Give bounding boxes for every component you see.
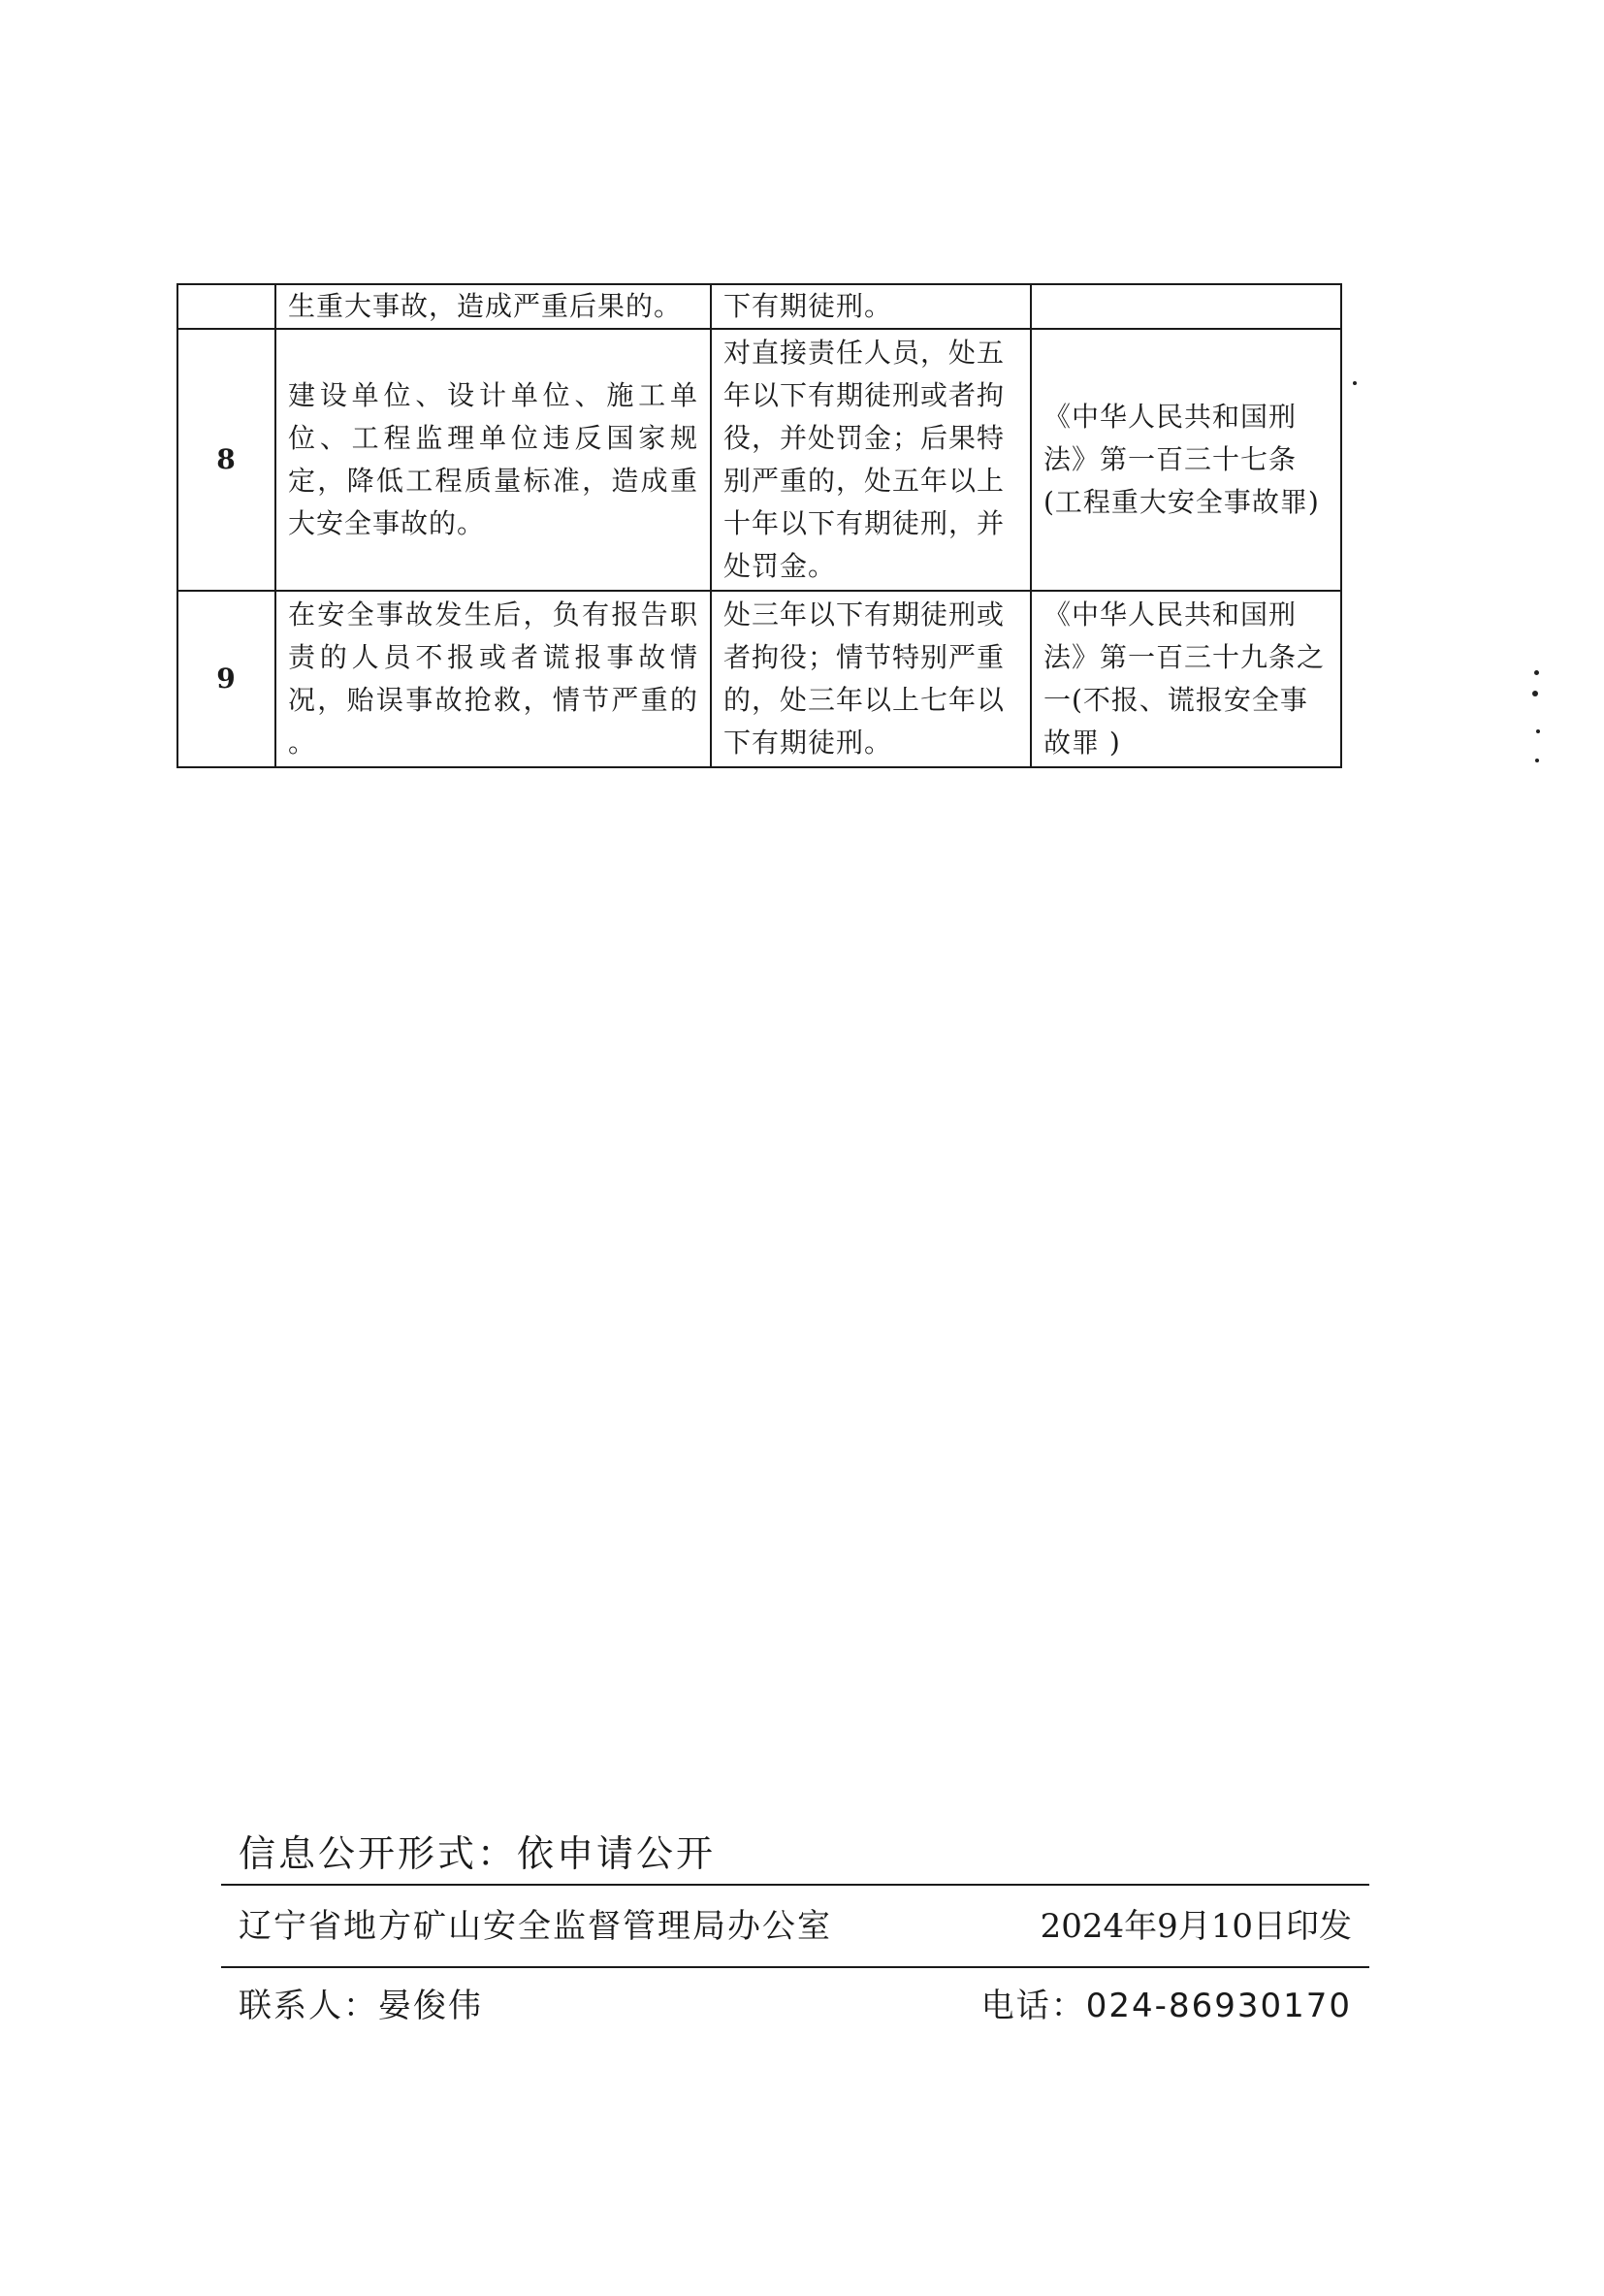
scan-mark [1535, 759, 1539, 762]
violation-cell: 建设单位、设计单位、施工单位、工程监理单位违反国家规定，降低工程质量标准，造成重大安全事故的。 [275, 329, 711, 591]
scan-mark [1353, 381, 1357, 385]
penalty-cell: 处三年以下有期徒刑或者拘役；情节特别严重的，处三年以上七年以下有期徒刑。 [711, 591, 1031, 767]
penalty-cell: 下有期徒刑。 [711, 284, 1031, 329]
contact-line [239, 1979, 1352, 2026]
penalty-cell: 对直接责任人员，处五年以下有期徒刑或者拘役，并处罚金；后果特别严重的，处五年以上十年以下有期徒刑，并处罚金。 [711, 329, 1031, 591]
row-number [177, 284, 275, 329]
table-row [177, 591, 1341, 767]
scan-mark [1532, 691, 1538, 696]
footer-divider [221, 1884, 1369, 1886]
contact-person: 联系人：晏俊伟 [239, 1987, 483, 2025]
law-basis-cell: 《中华人民共和国刑法》第一百三十七条(工程重大安全事故罪) [1031, 329, 1341, 591]
law-basis-cell [1031, 284, 1341, 329]
table-row [177, 284, 1341, 329]
table-row [177, 329, 1341, 591]
row-number: 8 [177, 329, 275, 591]
row-number: 9 [177, 591, 275, 767]
penalty-table [176, 283, 1342, 768]
scan-mark [1534, 670, 1539, 675]
violation-cell: 在安全事故发生后，负有报告职责的人员不报或者谎报事故情况，贻误事故抢救，情节严重的 。 [275, 591, 711, 767]
scan-mark [1536, 729, 1540, 733]
issuer-line [239, 1899, 1352, 1947]
issue-date: 2024年9月10日印发 [1040, 1907, 1352, 1946]
disclosure-form: 信息公开形式：依申请公开 [239, 1832, 717, 1875]
violation-cell: 生重大事故，造成严重后果的。 [275, 284, 711, 329]
footer-divider [221, 1966, 1369, 1968]
law-basis-cell: 《中华人民共和国刑法》第一百三十九条之一(不报、谎报安全事故罪 ) [1031, 591, 1341, 767]
contact-phone: 电话：024-86930170 [980, 1987, 1352, 2025]
issuer-name: 辽宁省地方矿山安全监督管理局办公室 [239, 1907, 832, 1946]
